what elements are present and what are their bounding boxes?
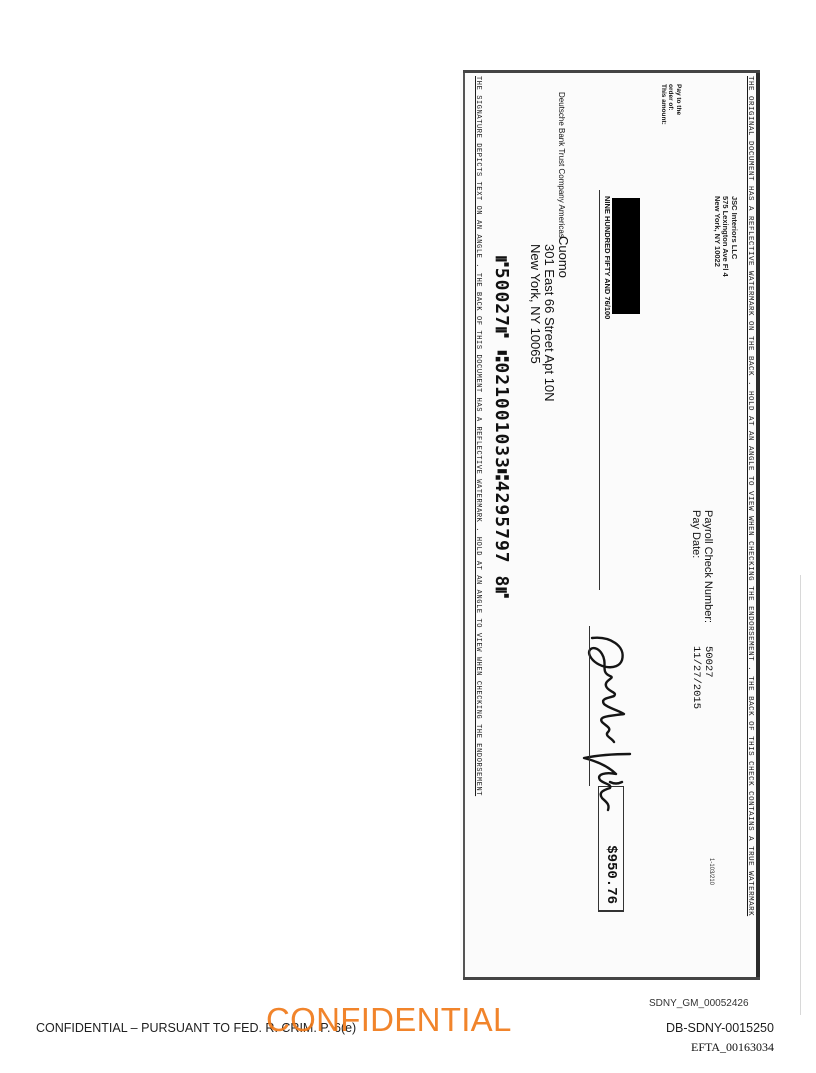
check-number-label: Payroll Check Number: [702,510,714,624]
check-border-right [463,977,760,980]
payer-company-street: 575 Lexington Ave Fl 4 [721,196,731,277]
confidential-notice: CONFIDENTIAL – PURSUANT TO FED. R. CRIM. P. 6(e) [36,1021,357,1035]
confidential-stamp: CONFIDENTIAL [266,1001,512,1038]
signature-line [589,626,590,786]
payer-company-name: JSC Interiors LLC [730,196,739,260]
amount-underline [599,190,600,590]
pay-date-value: 11/27/2015 [690,646,702,710]
bates-number-sdny-gm: SDNY_GM_00052426 [649,998,749,1009]
payer-company-city: New York, NY 10022 [713,196,722,267]
bates-number-efta: EFTA_00163034 [691,1040,775,1054]
payee-name: Cuomo [556,236,571,278]
amount-in-words: NINE HUNDRED FIFTY AND 76/100 [603,196,612,320]
security-microprint-top: THE ORIGINAL DOCUMENT HAS A REFLECTIVE WATERMARK ON THE BACK . HOLD AT AN ANGLE TO VIEW WHEN CHECKING THE ENDORSEMENT . THE BACK OF THIS CHECK CONTAINS A TRUE WATERMARK [746,76,754,917]
handwritten-signature [570,632,640,822]
bank-name: Deutsche Bank Trust Company Americas [557,92,566,238]
payroll-info-block [690,510,714,709]
payroll-check [460,70,760,980]
check-scan-area [460,70,760,980]
payee-city: New York, NY 10065 [528,244,543,364]
pay-to-labels [660,84,683,125]
pay-to-label-line2: order of: [667,84,675,111]
redaction-box [612,198,640,314]
security-microprint-bottom: THE SIGNATURE DEPICTS TEXT ON AN ANGLE . THE BACK OF THIS DOCUMENT HAS A REFLECTIVE WATERMARK . HOLD AT AN ANGLE TO VIEW WHEN CHECKING THE ENDORSEMENT [474,76,482,797]
check-border-bottom [463,70,465,980]
bates-number-db: DB-SDNY-0015250 [666,1021,774,1035]
payee-block [528,236,570,402]
check-border-top [756,70,760,980]
payee-street: 301 East 66 Street Apt 10N [542,244,557,402]
pay-to-label-line1: Pay to the [675,84,682,116]
routing-fraction: 1-103/210 [708,858,714,886]
check-number-value: 50027 [702,646,714,678]
scan-edge-line [800,575,801,1015]
check-number-row [702,510,714,709]
pay-date-label: Pay Date: [690,510,702,559]
pay-date-row [690,510,702,709]
amount-numeric-box: $950.76 [598,786,624,912]
payer-company-block [713,196,739,277]
this-amount-label: This amount: [660,84,667,125]
check-border-left [463,70,760,73]
micr-line: ⑈50027⑈ ⑆021001033⑆4295797 8⑈ [491,256,512,600]
